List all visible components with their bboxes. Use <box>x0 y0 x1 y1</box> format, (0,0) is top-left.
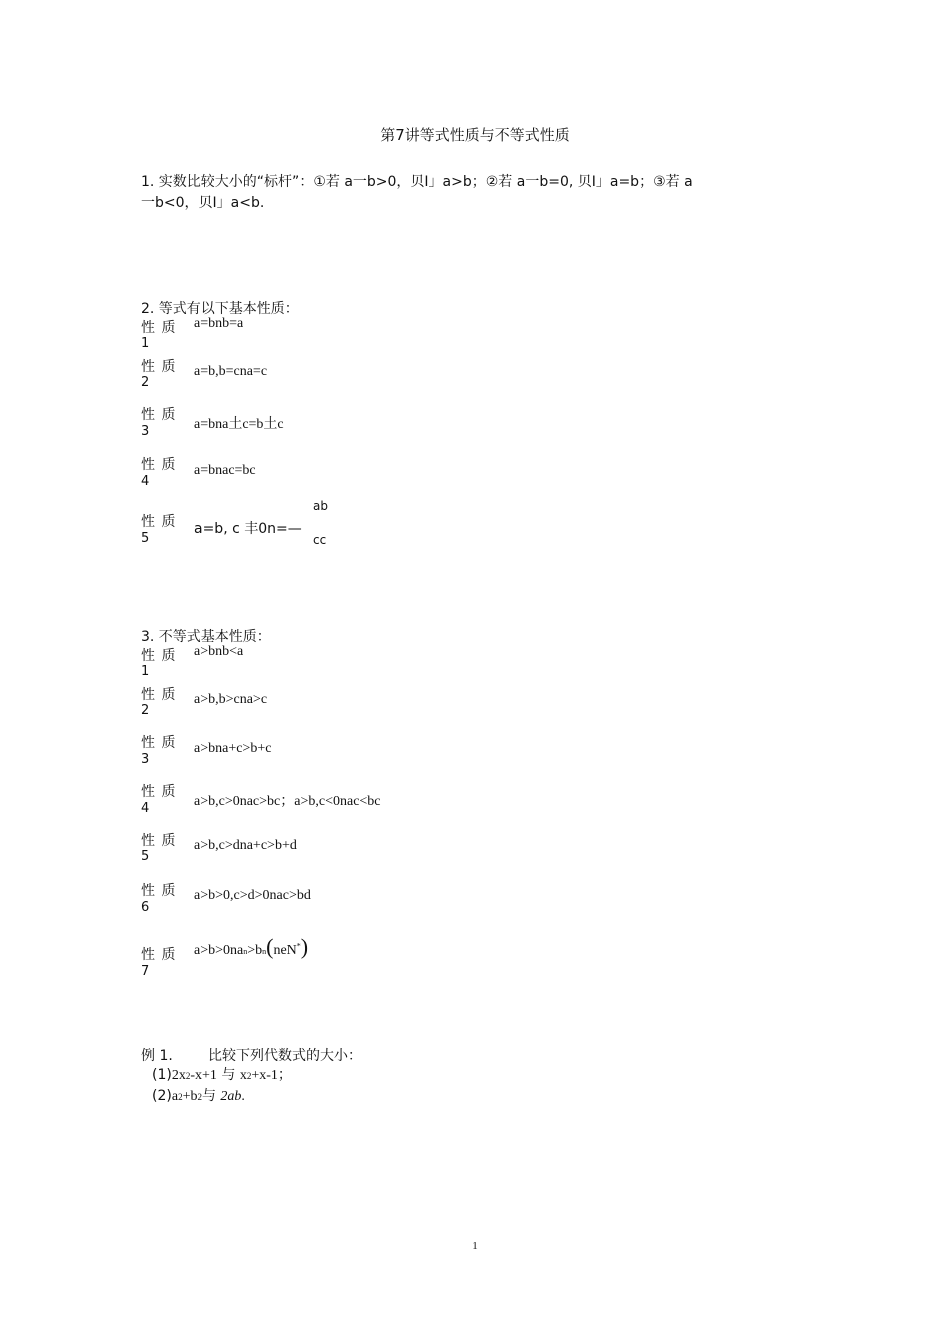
property-label: 性 质 <box>141 735 177 751</box>
expression: 2ab <box>220 1089 242 1104</box>
inequality-heading: 3. 不等式基本性质： <box>141 629 271 645</box>
property-number: 5 <box>141 849 150 864</box>
property-number: 1 <box>141 664 150 679</box>
property-formula <box>194 934 308 960</box>
property-formula: a=b, c 丰0n=— <box>194 521 302 537</box>
question-number: (1) <box>152 1067 172 1083</box>
property-label: 性 质 <box>141 947 177 963</box>
page-title: 第7讲等式性质与不等式性质 <box>380 126 570 144</box>
property-label: 性 质 <box>141 514 177 530</box>
property-number: 4 <box>141 801 150 816</box>
paren-open: ( <box>266 934 274 959</box>
paren-close: ) <box>300 934 309 959</box>
property-formula: a=bnb=a <box>194 316 244 331</box>
property-label: 性 质 <box>141 833 177 849</box>
page-number: 1 <box>472 1240 478 1252</box>
property-number: 4 <box>141 474 150 489</box>
property-formula: a>bnb<a <box>194 644 244 659</box>
formula-part: a>b>0na <box>194 943 244 958</box>
formula-part: >b <box>247 943 263 958</box>
subscript: 2 <box>178 1092 183 1102</box>
property-formula: a>b,b>cna>c <box>194 692 268 707</box>
property-number: 3 <box>141 752 150 767</box>
property-formula: a>bna+c>b+c <box>194 741 272 756</box>
expression: . <box>241 1089 245 1104</box>
expression: -x+1 <box>190 1068 217 1083</box>
property-number: 1 <box>141 336 150 351</box>
property-formula: a=b,b=cna=c <box>194 364 268 379</box>
expression: +b <box>182 1089 198 1104</box>
expression: a <box>171 1089 179 1104</box>
property-label: 性 质 <box>141 320 177 336</box>
property-label: 性 质 <box>141 784 177 800</box>
expression: x <box>239 1068 247 1083</box>
subscript: 2 <box>197 1092 202 1102</box>
subscript: n <box>243 947 248 956</box>
comparison-word: 与 <box>216 1067 240 1083</box>
property-label: 性 质 <box>141 883 177 899</box>
property-number: 2 <box>141 375 150 390</box>
property-formula: a>b,c>0nac>bc；a>b,c<0nac<bc <box>194 794 381 809</box>
property-label: 性 质 <box>141 648 177 664</box>
expression: +x-1； <box>251 1068 292 1083</box>
property-label: 性 质 <box>141 407 177 423</box>
fraction-denominator: cc <box>313 533 327 547</box>
intro-line-2: 一b<0，贝I」a<b. <box>141 195 265 211</box>
property-number: 2 <box>141 703 150 718</box>
subscript: 2 <box>185 1071 191 1081</box>
subscript: n <box>262 947 267 956</box>
subscript: 2 <box>246 1071 252 1081</box>
property-label: 性 质 <box>141 687 177 703</box>
expression: 2x <box>171 1068 186 1083</box>
property-label: 性 质 <box>141 359 177 375</box>
superscript: * <box>296 941 301 951</box>
property-number: 6 <box>141 900 150 915</box>
example-heading-number: 例 1. <box>141 1048 173 1064</box>
equality-heading: 2. 等式有以下基本性质： <box>141 301 299 317</box>
fraction-numerator: ab <box>313 499 328 513</box>
example-question-2 <box>152 1085 245 1105</box>
example-heading-text: 比较下列代数式的大小： <box>208 1048 362 1064</box>
question-number: (2) <box>152 1088 172 1104</box>
example-question-1 <box>152 1064 292 1084</box>
property-label: 性 质 <box>141 457 177 473</box>
property-number: 3 <box>141 424 150 439</box>
property-formula: a=bna土c=b土c <box>194 417 284 432</box>
intro-line-1: 1. 实数比较大小的“标杆”：①若 a一b>0，贝I」a>b；②若 a一b=0, 贝I」a=b；③若 a <box>141 174 693 190</box>
property-number: 5 <box>141 531 150 546</box>
property-formula: a=bnac=bc <box>194 463 256 478</box>
property-formula: a>b,c>dna+c>b+d <box>194 838 297 853</box>
formula-part: neN <box>273 943 297 958</box>
comparison-word: 与 <box>201 1088 221 1104</box>
property-number: 7 <box>141 964 150 979</box>
property-formula: a>b>0,c>d>0nac>bd <box>194 888 311 903</box>
